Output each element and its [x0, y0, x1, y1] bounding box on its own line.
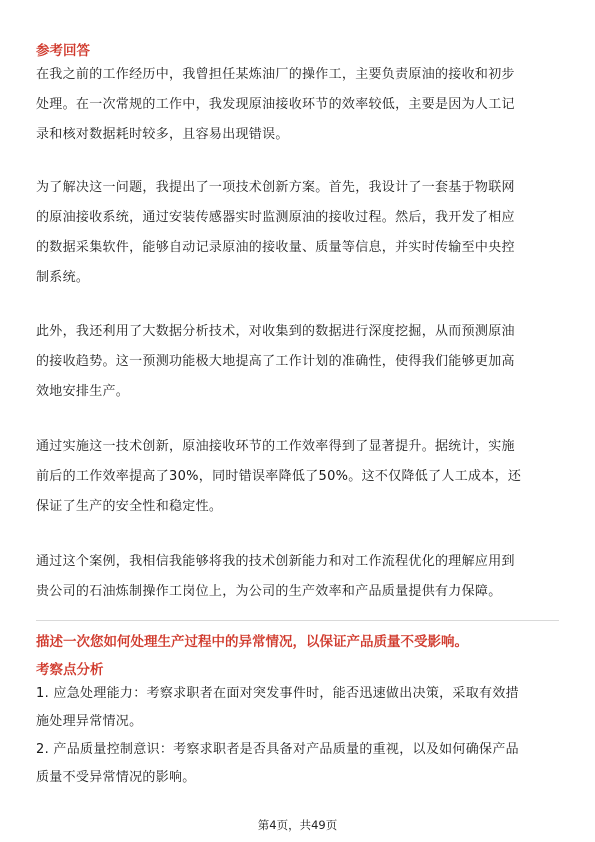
text-line: 的接收趋势。这一预测功能极大地提高了工作计划的准确性，使得我们能够更加高 [36, 354, 515, 369]
text-line: 2. 产品质量控制意识：考察求职者是否具备对产品质量的重视，以及如何确保产品 [36, 742, 519, 757]
analysis-point-1 [36, 680, 559, 736]
text-line: 为了解决这一问题，我提出了一项技术创新方案。首先，我设计了一套基于物联网 [36, 180, 515, 195]
text-line: 的数据采集软件，能够自动记录原油的接收量、质量等信息，并实时传输至中央控 [36, 240, 515, 255]
text-line: 此外，我还利用了大数据分析技术，对收集到的数据进行深度挖掘，从而预测原油 [36, 324, 515, 339]
answer-heading: 参考回答 [36, 43, 90, 59]
text-line: 的原油接收系统，通过安装传感器实时监测原油的接收过程。然后，我开发了相应 [36, 210, 515, 225]
text-line: 施处理异常情况。 [36, 714, 143, 729]
answer-paragraph-1 [36, 60, 559, 150]
question-heading: 描述一次您如何处理生产过程中的异常情况，以保证产品质量不受影响。 [36, 634, 468, 650]
text-line: 通过这个案例，我相信我能够将我的技术创新能力和对工作流程优化的理解应用到 [36, 554, 515, 569]
text-line: 制系统。 [36, 270, 90, 285]
answer-paragraph-4 [36, 432, 559, 522]
text-line: 贵公司的石油炼制操作工岗位上，为公司的生产效率和产品质量提供有力保障。 [36, 584, 502, 599]
text-line: 在我之前的工作经历中，我曾担任某炼油厂的操作工，主要负责原油的接收和初步 [36, 67, 515, 82]
text-line: 录和核对数据耗时较多，且容易出现错误。 [36, 127, 289, 142]
analysis-heading: 考察点分析 [36, 662, 104, 678]
answer-paragraph-3 [36, 317, 559, 407]
text-line: 1. 应急处理能力：考察求职者在面对突发事件时，能否迅速做出决策，采取有效措 [36, 686, 519, 701]
text-line: 处理。在一次常规的工作中，我发现原油接收环节的效率较低，主要是因为人工记 [36, 97, 515, 112]
text-line: 效地安排生产。 [36, 384, 130, 399]
text-line: 保证了生产的安全性和稳定性。 [36, 499, 223, 514]
page-number: 第4页，共49页 [257, 818, 338, 832]
text-line: 质量不受异常情况的影响。 [36, 770, 196, 785]
analysis-point-2 [36, 736, 559, 792]
section-divider [36, 620, 559, 621]
text-line: 前后的工作效率提高了30%，同时错误率降低了50%。这不仅降低了人工成本，还 [36, 469, 522, 484]
answer-paragraph-5 [36, 547, 559, 607]
text-line: 通过实施这一技术创新，原油接收环节的工作效率得到了显著提升。据统计，实施 [36, 439, 515, 454]
answer-paragraph-2 [36, 173, 559, 293]
